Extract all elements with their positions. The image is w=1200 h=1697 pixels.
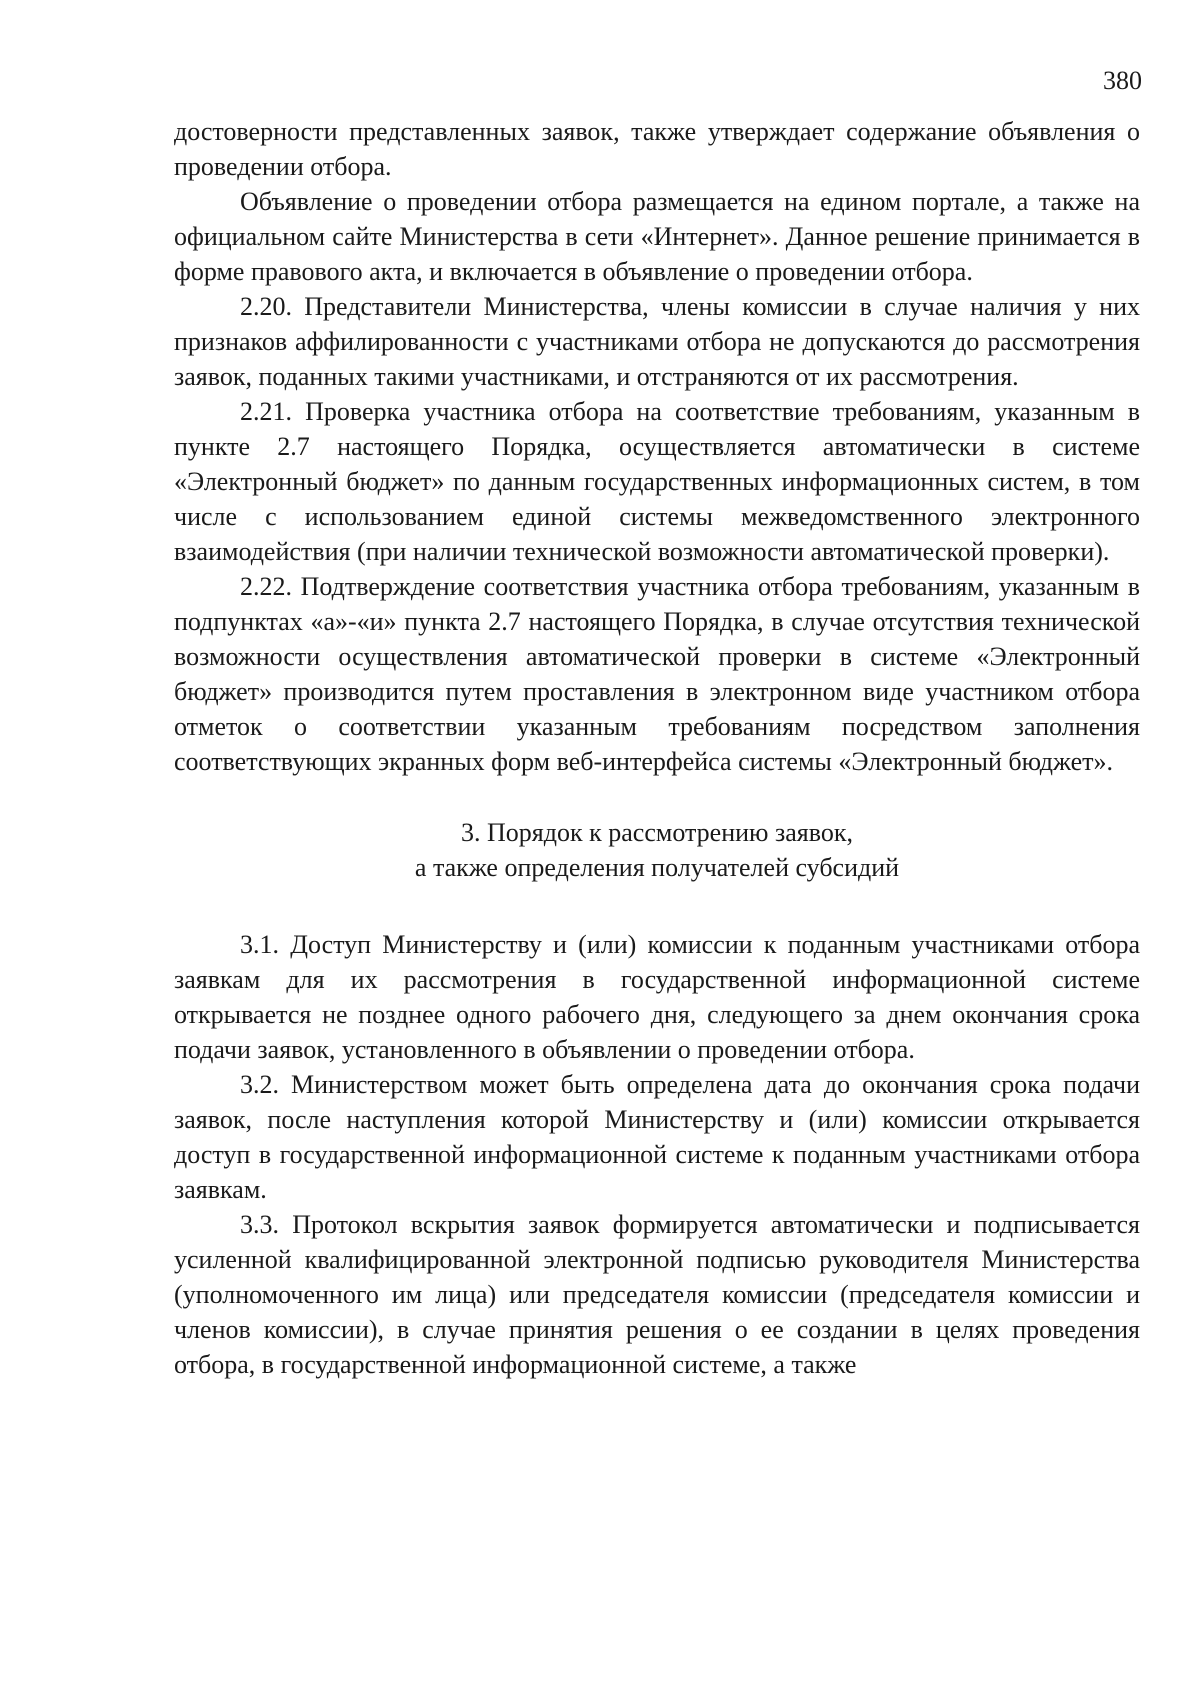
paragraph-2-20: 2.20. Представители Министерства, члены комиссии в случае наличия у них признаков аффилированности с участниками отбора не допускаются до рассмотрения заявок, поданных такими участниками, и отстраняются от их рассмотрения. [174, 292, 1140, 391]
paragraph-2-22: 2.22. Подтверждение соответствия участника отбора требованиям, указанным в подпунктах «а»-«и» пункта 2.7 настоящего Порядка, в случае отсутствия технической возможности осуществления автоматической проверки в системе «Электронный бюджет» производится путем проставления в электронном виде участником отбора отметок о соответствии указанным требованиям посредством заполнения соответствующих экранных форм веб-интерфейса системы «Электронный бюджет». [174, 572, 1140, 776]
paragraph-3-2: 3.2. Министерством может быть определена дата до окончания срока подачи заявок, после наступления которой Министерству и (или) комиссии открывается доступ в государственной информационной системе к поданным участниками отбора заявкам. [174, 1070, 1140, 1204]
document-body [174, 114, 1140, 1382]
paragraph-3-3: 3.3. Протокол вскрытия заявок формируется автоматически и подписывается усиленной квалифицированной электронной подписью руководителя Министерства (уполномоченного им лица) или председателя комиссии (председателя комиссии и членов комиссии), в случае принятия решения о ее создании в целях проведения отбора, в государственной информационной системе, а также [174, 1210, 1140, 1379]
paragraph-2-21: 2.21. Проверка участника отбора на соответствие требованиям, указанным в пункте 2.7 настоящего Порядка, осуществляется автоматически в системе «Электронный бюджет» по данным государственных информационных систем, в том числе с использованием единой системы межведомственного электронного взаимодействия (при наличии технической возможности автоматической проверки). [174, 397, 1140, 566]
section-heading-line-2: а также определения получателей субсидий [414, 853, 900, 882]
section-heading-line-1: 3. Порядок к рассмотрению заявок, [461, 818, 853, 847]
section-heading [174, 815, 1140, 885]
paragraph-3-1: 3.1. Доступ Министерству и (или) комиссии к поданным участниками отбора заявкам для их рассмотрения в государственной информационной системе открывается не позднее одного рабочего дня, следующего за днем окончания срока подачи заявок, установленного в объявлении о проведении отбора. [174, 930, 1140, 1064]
paragraph-announcement: Объявление о проведении отбора размещается на едином портале, а также на официальном сайте Министерства в сети «Интернет». Данное решение принимается в форме правового акта, и включается в объявление о проведении отбора. [174, 187, 1140, 286]
paragraph-continuation: достоверности представленных заявок, также утверждает содержание объявления о проведении отбора. [174, 117, 1140, 181]
page-number: 380 [1103, 66, 1142, 95]
